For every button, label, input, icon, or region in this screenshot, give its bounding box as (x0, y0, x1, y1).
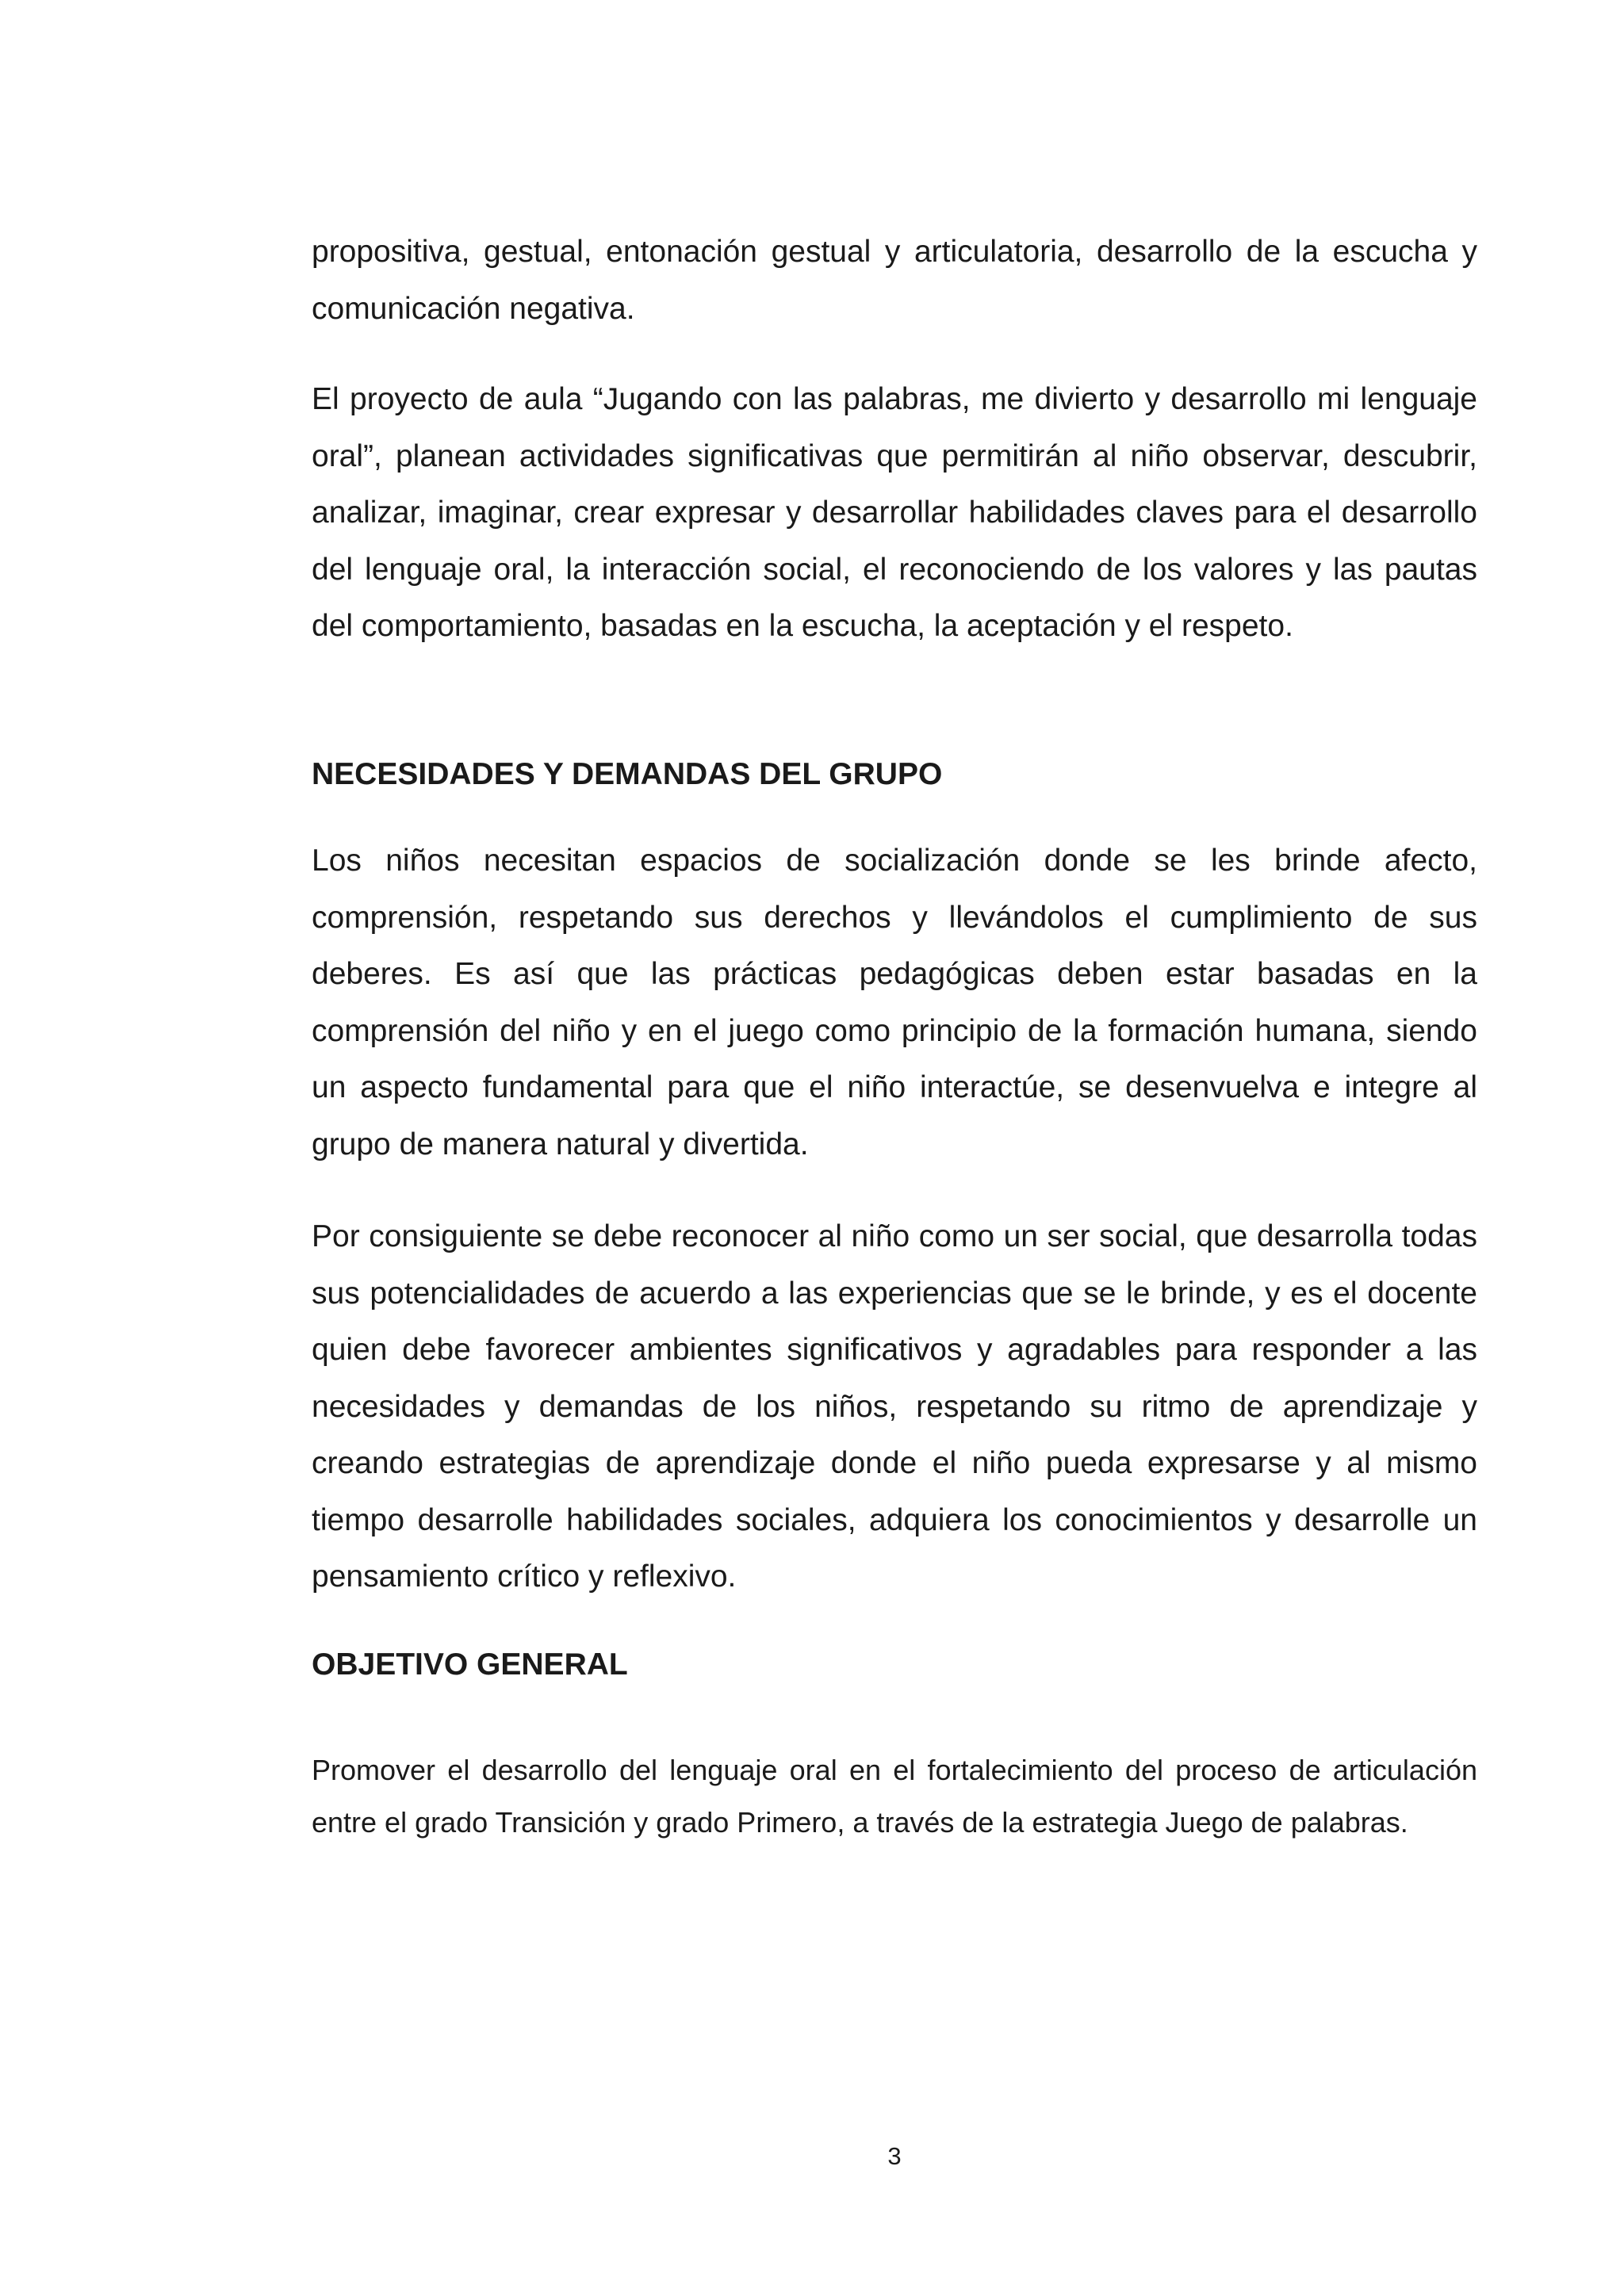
heading-necesidades-y-demandas: NECESIDADES Y DEMANDAS DEL GRUPO (312, 757, 943, 791)
paragraph-necesidades: Los niños necesitan espacios de socialización donde se les brinde afecto, comprensión, respetando sus derechos y llevándolos el cumplimiento de sus deberes. Es así que las prácticas pedagógicas deben estar basadas en la comprensión del niño y en el juego como principio de la formación humana, siendo un aspecto fundamental para que el niño interactúe, se desenvuelva e integre al grupo de manera natural y divertida. (312, 844, 1477, 1161)
page-number: 3 (887, 2142, 902, 2170)
paragraph-por-consiguiente: Por consiguiente se debe reconocer al niño como un ser social, que desarrolla todas sus potencialidades de acuerdo a las experiencias que se le brinde, y es el docente quien debe favorecer ambientes significativos y agradables para responder a las necesidades y demandas de los niños, respetando su ritmo de aprendizaje y creando estrategias de aprendizaje donde el niño pueda expresarse y al mismo tiempo desarrolle habilidades sociales, adquiera los conocimientos y desarrolle un pensamiento crítico y reflexivo. (312, 1219, 1477, 1594)
document-page (312, 0, 1477, 2296)
paragraph-objetivo-general: Promover el desarrollo del lenguaje oral en el fortalecimiento del proceso de articulación entre el grado Transición y grado Primero, a través de la estrategia Juego de palabras. (312, 1754, 1477, 1839)
heading-objetivo-general: OBJETIVO GENERAL (312, 1647, 628, 1682)
paragraph-proyecto-de-aula: El proyecto de aula “Jugando con las palabras, me divierto y desarrollo mi lenguaje oral”, planean actividades significativas que permitirán al niño observar, descubrir, analizar, imaginar, crear expresar y desarrollar habilidades claves para el desarrollo del lenguaje oral, la interacción social, el reconociendo de los valores y las pautas del comportamiento, basadas en la escucha, la aceptación y el respeto. (312, 382, 1477, 643)
paragraph-intro-continuation: propositiva, gestual, entonación gestual y articulatoria, desarrollo de la escucha y comunicación negativa. (312, 235, 1477, 326)
